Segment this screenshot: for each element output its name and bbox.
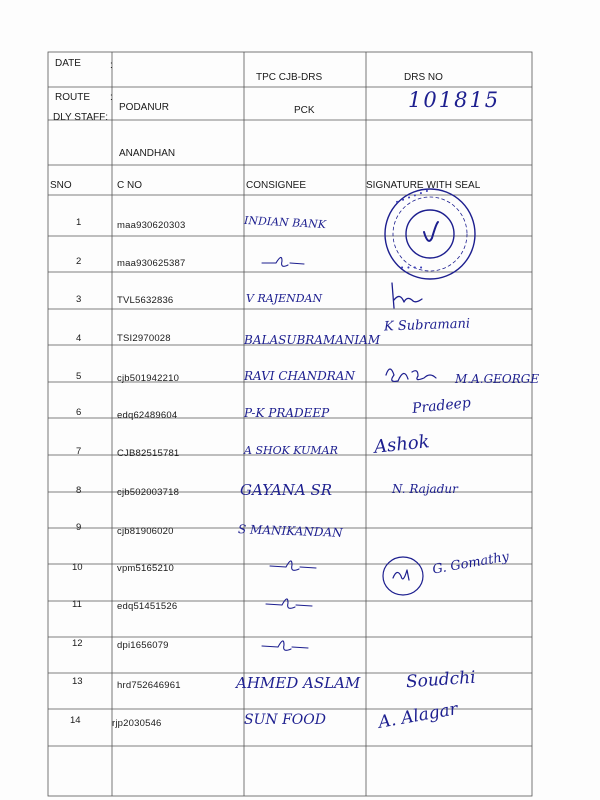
row-sno: 1 [76,217,82,228]
row-cno: edq51451526 [117,601,178,612]
column-header-sno: SNO [50,180,72,191]
date-label: DATE [55,58,81,69]
svg-text:• • • • • •: • • • • • • [393,187,431,207]
staff-value: ANANDHAN [119,148,176,159]
ditto-mark [270,561,316,570]
row-consignee: SUN FOOD [244,712,326,728]
svg-text:• • • •: • • • • [400,264,424,272]
date-colon: : [110,60,113,71]
drs-label: DRS NO [404,72,443,83]
seal-stamp [385,187,475,279]
signature-scribble [393,570,409,580]
tpc-label: TPC CJB-DRS [256,72,323,83]
row-consignee: BALASUBRAMANIAM [244,333,381,347]
row-cno: cjb81906020 [117,526,174,537]
column-header-cno: C NO [117,180,142,191]
row-consignee: A SHOK KUMAR [244,444,338,457]
row-signature: A. Alagar [376,699,460,733]
row-cno: CJB82515781 [117,448,180,459]
row-cno: edq62489604 [117,410,178,421]
row-signature: G. Gomathy [431,549,511,578]
row-consignee: P-K PRADEEP [244,406,330,420]
row-sno: 10 [72,562,83,573]
route-value: PODANUR [119,102,170,113]
column-header-signature: SIGNATURE WITH SEAL [366,180,481,191]
route-colon: : [110,92,113,103]
row-sno: 8 [76,485,82,496]
row-signature: K Subramani [383,316,471,335]
drs-number: 101815 [408,88,501,112]
row-sno: 9 [76,522,82,533]
row-sno: 12 [72,638,83,649]
row-consignee: GAYANA SR [240,481,333,499]
row-cno: rjp2030546 [112,718,162,729]
row-sno: 13 [72,676,83,687]
staff-label: DLY STAFF: [53,112,109,123]
row-sno: 3 [76,294,82,305]
row-cno: cjb502003718 [117,487,180,498]
row-cno: maa930625387 [117,258,186,269]
row-cno: hrd752646961 [117,680,181,691]
row-sno: 6 [76,407,82,418]
row-consignee: V RAJENDAN [246,292,323,305]
row-consignee: AHMED ASLAM [236,674,361,692]
row-cno: vpm5165210 [117,563,174,574]
row-cno: TSI2970028 [117,333,171,344]
row-cno: maa930620303 [117,220,186,231]
row-cno: cjb501942210 [117,373,180,384]
ditto-mark [262,641,308,650]
row-signature: Pradeep [411,394,472,418]
row-signature: N. Rajadur [392,482,458,496]
signature-scribble [386,369,436,381]
route-label: ROUTE [55,92,90,103]
row-sno: 4 [76,333,82,344]
row-cno: dpi1656079 [117,640,169,651]
column-header-consignee: CONSIGNEE [246,180,307,191]
row-signature: Ashok [373,431,431,458]
row-sno: 11 [72,599,82,610]
row-consignee: RAVI CHANDRAN [244,369,355,383]
row-consignee: S MANIKANDAN [237,522,343,540]
row-signature: M.A.GEORGE [455,372,540,386]
ditto-mark [266,599,312,608]
row-signature: Soudchi [405,667,477,693]
signature-scribble [392,283,422,308]
row-sno: 7 [76,446,82,457]
ditto-mark [262,257,304,266]
row-sno: 14 [70,715,81,726]
row-sno: 2 [76,256,82,267]
row-cno: TVL5632836 [117,295,174,306]
row-sno: 5 [76,371,82,382]
route-code: PCK [294,105,315,116]
signature-circle [383,557,423,595]
row-consignee: INDIAN BANK [243,213,327,232]
